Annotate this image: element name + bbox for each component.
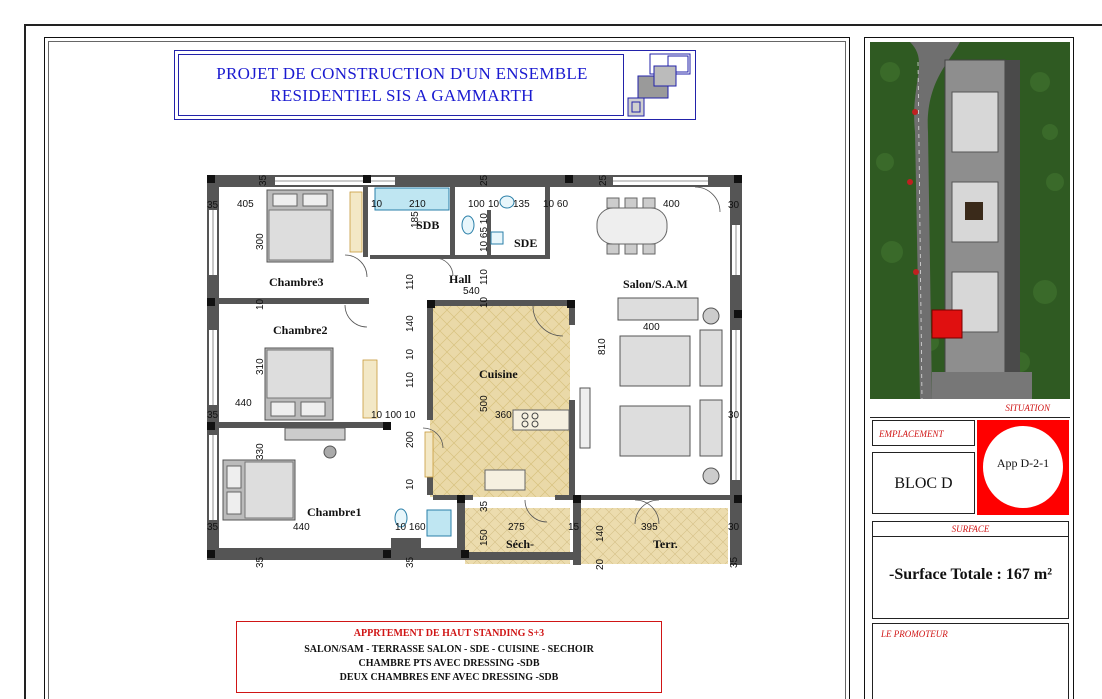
dim-500: 500: [479, 395, 490, 412]
dim-30-top: 30: [728, 200, 740, 211]
kitchen-floor: [430, 305, 570, 497]
dressings: [350, 192, 433, 477]
dim-100: 100: [468, 199, 485, 210]
title-line-1: PROJET DE CONSTRUCTION D'UN ENSEMBLE: [216, 64, 588, 83]
dim-150: 150: [479, 529, 490, 546]
dim-210: 210: [409, 199, 426, 210]
dim-10-100-10: 10 100 10: [371, 410, 416, 421]
dim-20: 20: [595, 558, 606, 570]
dim-110-a: 110: [405, 274, 416, 290]
description-title: APPRTEMENT DE HAUT STANDING S+3: [353, 628, 545, 639]
site-situation-image: [870, 42, 1070, 399]
label-cuisine: Cuisine: [479, 367, 518, 381]
dim-10-b: 10: [488, 199, 500, 210]
dim-110-b: 110: [479, 269, 490, 285]
dim-185: 185: [410, 211, 421, 228]
toilet-sdb: [462, 216, 474, 234]
toilet-sde: [500, 196, 514, 208]
label-salon: Salon/S.A.M: [623, 277, 688, 291]
dining-table: [597, 198, 667, 254]
shower: [427, 510, 451, 536]
floor-plan: [195, 170, 747, 570]
label-sdb: SDB: [416, 218, 440, 232]
dim-360: 360: [495, 410, 512, 421]
promoteur-label: LE PROMOTEUR: [881, 629, 948, 639]
dim-10-c: 10: [405, 348, 416, 360]
bed-chambre1: [223, 460, 295, 520]
dim-330: 330: [255, 443, 266, 460]
description-line-2: CHAMBRE PTS AVEC DRESSING -SDB: [358, 658, 540, 669]
emplacement-header: [872, 420, 975, 446]
dim-140-a: 140: [405, 315, 416, 332]
dim-10-hall: 10: [479, 296, 490, 308]
bed-chambre2: [265, 348, 333, 420]
dim-400-mid: 400: [643, 322, 660, 333]
apartment-badge: [977, 420, 1069, 515]
dim-135: 135: [513, 199, 530, 210]
surface-label: SURFACE: [951, 524, 990, 534]
label-sde: SDE: [514, 236, 538, 250]
dim-275: 275: [508, 522, 525, 533]
situation-label: SITUATION: [1005, 403, 1050, 413]
dim-30-mid: 30: [728, 410, 740, 421]
emplacement-label: EMPLACEMENT: [879, 429, 944, 439]
dim-10-160: 10 160: [395, 522, 426, 533]
surface-value: -Surface Totale : 167 m²: [889, 566, 1052, 583]
dim-10-65-10: 10 65 10: [479, 213, 490, 252]
description-line-1: SALON/SAM - TERRASSE SALON - SDE - CUISINE - SECHOIR: [304, 644, 594, 655]
dim-405: 405: [237, 199, 254, 210]
bed-chambre3: [267, 190, 333, 262]
dim-140-b: 140: [595, 525, 606, 542]
label-chambre2: Chambre2: [273, 323, 328, 337]
dim-310: 310: [255, 358, 266, 375]
dim-35-bot-a: 35: [255, 556, 266, 568]
dim-10-a: 10: [371, 199, 383, 210]
apartment-number: App D-2-1: [996, 456, 1050, 470]
dim-440-a: 440: [235, 398, 252, 409]
title-logo-squares: [624, 50, 696, 120]
sink-sde: [491, 232, 503, 244]
title-block-inner: [178, 54, 624, 116]
label-terrasse: Terr.: [653, 537, 678, 551]
plant-bottom: [703, 468, 719, 484]
dim-810: 810: [597, 338, 608, 355]
desk: [285, 428, 345, 440]
promoteur-box: [872, 623, 1069, 699]
description-line-3: DEUX CHAMBRES ENF AVEC DRESSING -SDB: [339, 672, 559, 683]
plant-top: [703, 308, 719, 324]
desk-chair: [324, 446, 336, 458]
label-chambre3: Chambre3: [269, 275, 324, 289]
dim-25-mid: 25: [479, 174, 490, 186]
dim-440-b: 440: [293, 522, 310, 533]
apartment-description-box: [236, 621, 662, 693]
label-chambre1: Chambre1: [307, 505, 362, 519]
dim-35-top-mid: 35: [258, 174, 269, 186]
label-sechoir: Séch-: [506, 537, 534, 551]
dim-540: 540: [463, 286, 480, 297]
dim-395: 395: [641, 522, 658, 533]
dim-15: 15: [568, 522, 580, 533]
dim-35-left-a: 35: [207, 410, 219, 421]
dim-200: 200: [405, 431, 416, 448]
surface-box: [872, 521, 1069, 619]
dim-10-60: 10 60: [543, 199, 569, 210]
dim-35-left-top: 35: [207, 200, 219, 211]
label-hall: Hall: [449, 272, 472, 286]
dim-35-e: 35: [479, 500, 490, 512]
bloc-box: [872, 452, 975, 514]
dim-30-bot: 30: [728, 522, 740, 533]
dim-35-bot-b: 35: [405, 556, 416, 568]
dim-35-left-b: 35: [207, 522, 219, 533]
dim-400-top: 400: [663, 199, 680, 210]
dim-110-c: 110: [405, 372, 416, 388]
dim-300: 300: [255, 233, 266, 250]
apartment-badge-circle: [983, 426, 1063, 508]
situation-caption-bar: [870, 399, 1070, 418]
title-line-2: RESIDENTIEL SIS A GAMMARTH: [270, 86, 534, 105]
tv-unit: [580, 388, 590, 448]
surface-header: [873, 522, 1068, 537]
dim-10-d: 10: [405, 478, 416, 490]
bloc-value: BLOC D: [894, 475, 953, 492]
dim-25-right: 25: [598, 174, 609, 186]
dim-35-bot-c: 35: [729, 556, 740, 568]
dim-10-ch: 10: [255, 298, 266, 310]
